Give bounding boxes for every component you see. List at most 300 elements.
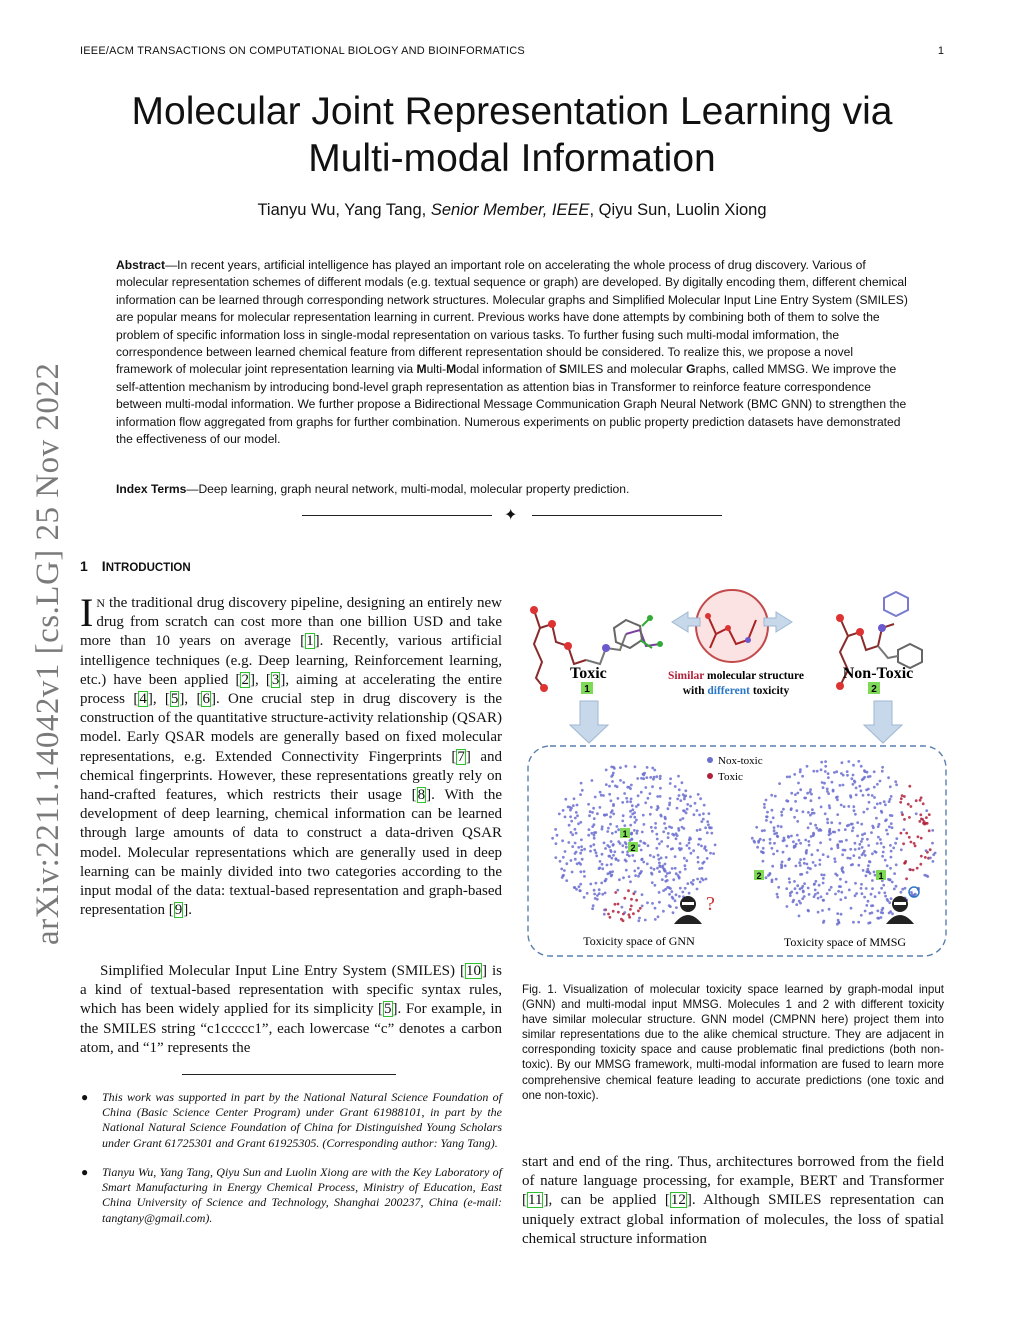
nontoxic-point (868, 801, 871, 804)
nontoxic-point (625, 765, 628, 768)
similar-structure-caption: Similar molecular structure (667, 670, 805, 682)
nontoxic-point (877, 836, 880, 839)
nontoxic-point (870, 831, 873, 834)
nontoxic-point (583, 870, 586, 873)
citation-link[interactable]: 6 (202, 691, 210, 708)
nontoxic-point (811, 812, 814, 815)
nontoxic-point (684, 887, 687, 890)
nontoxic-point (827, 776, 830, 779)
toxic-point (908, 785, 911, 788)
nontoxic-point (658, 870, 661, 873)
nontoxic-point (578, 885, 581, 888)
nontoxic-point (861, 778, 864, 781)
toxic-point (900, 797, 903, 800)
nontoxic-point (638, 917, 641, 920)
nontoxic-point (857, 760, 860, 763)
nontoxic-point (871, 887, 874, 890)
nontoxic-point (895, 783, 898, 786)
nontoxic-point (654, 884, 657, 887)
nontoxic-point (790, 792, 793, 795)
nontoxic-point (614, 831, 617, 834)
nontoxic-point (679, 842, 682, 845)
separator-line (532, 515, 722, 516)
nontoxic-point (589, 850, 592, 853)
nontoxic-point (659, 795, 662, 798)
toxic-point (907, 803, 910, 806)
nontoxic-point (616, 889, 619, 892)
nontoxic-point (881, 855, 884, 858)
nontoxic-point (863, 896, 866, 899)
nontoxic-point (611, 870, 614, 873)
nontoxic-point (865, 887, 868, 890)
nontoxic-point (886, 864, 889, 867)
nontoxic-point (915, 812, 918, 815)
nontoxic-point (637, 794, 640, 797)
nontoxic-point (629, 880, 632, 883)
nontoxic-point (878, 891, 881, 894)
gnn-space-label: Toxicity space of GNN (583, 934, 695, 948)
citation-link[interactable]: 12 (670, 1192, 686, 1209)
nontoxic-point (667, 836, 670, 839)
toxic-point (926, 822, 929, 825)
nontoxic-point (599, 791, 602, 794)
nontoxic-point (806, 792, 809, 795)
nontoxic-point (865, 874, 868, 877)
nontoxic-point (579, 870, 582, 873)
nontoxic-point (796, 792, 799, 795)
nontoxic-point (861, 846, 864, 849)
nontoxic-point (871, 911, 874, 914)
nontoxic-point (817, 897, 820, 900)
nontoxic-point (626, 853, 629, 856)
nontoxic-point (880, 887, 883, 890)
nontoxic-point (843, 805, 846, 808)
nontoxic-point (675, 906, 678, 909)
nontoxic-point (866, 868, 869, 871)
nontoxic-point (801, 885, 804, 888)
footnote-bullet-icon: ● (81, 1090, 89, 1104)
nontoxic-point (798, 861, 801, 864)
nontoxic-point (771, 847, 774, 850)
nontoxic-point (880, 916, 883, 919)
nontoxic-point (669, 782, 672, 785)
nontoxic-point (643, 772, 646, 775)
nontoxic-point (873, 770, 876, 773)
body-text: . Although SMILES representation can uniquely extract global information of molecules, the loss of spatial chemical structure information (522, 1192, 944, 1247)
mmsg-badge-1: 1 (878, 871, 884, 881)
toxic-point (915, 799, 918, 802)
nontoxic-point (762, 860, 765, 863)
nontoxic-point (659, 775, 662, 778)
nontoxic-point (663, 822, 666, 825)
question-mark-icon: ? (706, 893, 715, 915)
nontoxic-point (587, 834, 590, 837)
nontoxic-point (657, 915, 660, 918)
citation-link[interactable]: 9 (174, 902, 183, 919)
nontoxic-point (817, 911, 820, 914)
nontoxic-point (673, 834, 676, 837)
nontoxic-point (590, 832, 593, 835)
nontoxic-point (841, 866, 844, 869)
nontoxic-point (613, 850, 616, 853)
nontoxic-point (675, 837, 678, 840)
toxic-point (623, 897, 626, 900)
nontoxic-point (631, 854, 634, 857)
nontoxic-point (810, 799, 813, 802)
molecule-badge-1: 1 (584, 684, 590, 695)
nontoxic-point (769, 838, 772, 841)
nontoxic-point (795, 809, 798, 812)
nontoxic-point (592, 843, 595, 846)
nontoxic-point (863, 776, 866, 779)
toxic-point (925, 816, 928, 819)
nontoxic-point (846, 824, 849, 827)
nontoxic-point (763, 803, 766, 806)
nontoxic-point (793, 816, 796, 819)
nontoxic-point (598, 867, 601, 870)
nontoxic-point (776, 896, 779, 899)
nontoxic-point (574, 817, 577, 820)
nontoxic-point (762, 847, 765, 850)
nontoxic-point (932, 860, 935, 863)
nontoxic-point (629, 824, 632, 827)
nontoxic-point (710, 832, 713, 835)
nontoxic-point (592, 904, 595, 907)
nontoxic-point (568, 806, 571, 809)
nontoxic-point (592, 807, 595, 810)
citation-link[interactable]: 7 (457, 748, 465, 765)
nontoxic-point (876, 842, 879, 845)
nontoxic-point (799, 842, 802, 845)
abstract-label: Abstract (116, 258, 166, 272)
nontoxic-point (684, 868, 687, 871)
nontoxic-point (865, 904, 868, 907)
nontoxic-point (646, 863, 649, 866)
nontoxic-point (821, 781, 824, 784)
page-number: 1 (937, 45, 944, 57)
nontoxic-point (629, 815, 632, 818)
toxic-point (902, 842, 905, 845)
citation-link[interactable]: 11 (528, 1192, 543, 1209)
nontoxic-point (608, 785, 611, 788)
separator-star-icon: ✦ (504, 507, 518, 524)
nontoxic-point (860, 840, 863, 843)
citation-link[interactable]: 2 (241, 671, 249, 688)
molecule-badge-2: 2 (871, 684, 877, 695)
nontoxic-point (575, 888, 578, 891)
nontoxic-point (828, 804, 831, 807)
nontoxic-point (654, 826, 657, 829)
nontoxic-point (864, 854, 867, 857)
nontoxic-point (867, 844, 870, 847)
nontoxic-point (852, 921, 855, 924)
nontoxic-point (642, 814, 645, 817)
nontoxic-point (805, 849, 808, 852)
citation-link[interactable]: 4 (139, 691, 147, 708)
nontoxic-point (670, 826, 673, 829)
nontoxic-point (593, 889, 596, 892)
nontoxic-point (806, 863, 809, 866)
nontoxic-point (813, 883, 816, 886)
nontoxic-point (625, 797, 628, 800)
nontoxic-point (867, 864, 870, 867)
nontoxic-point (775, 832, 778, 835)
nontoxic-point (852, 764, 855, 767)
nontoxic-point (612, 854, 615, 857)
nontoxic-point (876, 783, 879, 786)
figure-caption: Fig. 1. Visualization of molecular toxicity space learned by graph-modal input (GNN) and multi-modal input MMSG. Molecules 1 and 2 with different toxicity have similar molecular structure. GNN model (CMPNN here) project them into similar representations due to the alike chemical structure. They are adjacent in corresponding toxicity space and cause problematic final predictions (both non-toxic). By our MMSG framework, multi-modal information are fused to learn more comprehensive chemical feature leading to accurate predictions (one toxic and one non-toxic). (522, 983, 944, 1102)
toxic-point (903, 795, 906, 798)
citation-link[interactable]: 3 (271, 671, 280, 688)
nontoxic-point (849, 794, 852, 797)
nontoxic-point (579, 793, 582, 796)
nontoxic-point (589, 845, 592, 848)
legend-toxic-label: Toxic (718, 771, 743, 783)
nontoxic-point (816, 892, 819, 895)
nontoxic-point (798, 915, 801, 918)
nontoxic-point (655, 847, 658, 850)
nontoxic-point (880, 811, 883, 814)
nontoxic-point (681, 781, 684, 784)
nontoxic-point (581, 858, 584, 861)
nontoxic-point (686, 882, 689, 885)
footnote-funding: This work was supported in part by the National Natural Science Foundation of China (Basic Science Center Program) under Grant 61988101, in part by the National Natural Science Foundation of China for Distinguished Young Scholars under Grant 61725301 and Grant 61925305. (Corresponding author: Yang Tang). (102, 1090, 502, 1150)
nontoxic-point (576, 814, 579, 817)
nontoxic-point (888, 901, 891, 904)
nontoxic-point (873, 796, 876, 799)
nontoxic-point (666, 886, 669, 889)
citation-separator: , (254, 671, 266, 688)
nontoxic-point (605, 783, 608, 786)
toxic-point (632, 912, 635, 915)
nontoxic-point (677, 775, 680, 778)
nontoxic-point (569, 809, 572, 812)
nontoxic-point (659, 777, 662, 780)
nontoxic-point (855, 892, 858, 895)
nontoxic-point (856, 835, 859, 838)
nontoxic-point (788, 881, 791, 884)
nontoxic-point (696, 888, 699, 891)
citation-link[interactable]: 5 (170, 691, 179, 708)
nontoxic-point (871, 879, 874, 882)
nontoxic-point (802, 891, 805, 894)
footnote-bullet-icon: ● (81, 1165, 89, 1179)
nontoxic-point (833, 857, 836, 860)
nontoxic-point (608, 855, 611, 858)
citation-link[interactable]: 8 (417, 787, 426, 804)
nontoxic-point (671, 896, 674, 899)
nontoxic-point (703, 804, 706, 807)
nontoxic-point (880, 911, 883, 914)
nontoxic-point (619, 766, 622, 769)
nontoxic-point (579, 863, 582, 866)
nontoxic-point (832, 831, 835, 834)
nontoxic-point (669, 777, 672, 780)
legend-nontoxic-label: Nox-toxic (718, 755, 763, 767)
nontoxic-point (660, 815, 663, 818)
nontoxic-point (828, 889, 831, 892)
nontoxic-point (614, 785, 617, 788)
nontoxic-point (688, 842, 691, 845)
abstract-text: ulti- (426, 362, 447, 377)
nontoxic-point (661, 878, 664, 881)
nontoxic-point (643, 823, 646, 826)
toxic-point (628, 916, 631, 919)
nontoxic-point (569, 815, 572, 818)
nontoxic-point (880, 842, 883, 845)
separator-line (302, 515, 492, 516)
nontoxic-point (565, 862, 568, 865)
nontoxic-point (579, 889, 582, 892)
nontoxic-point (852, 774, 855, 777)
nontoxic-point (804, 797, 807, 800)
nontoxic-point (790, 891, 793, 894)
toxic-point (919, 813, 922, 816)
citation-separator: , (152, 691, 165, 708)
nontoxic-point (797, 782, 800, 785)
nontoxic-point (765, 799, 768, 802)
nontoxic-point (781, 861, 784, 864)
nontoxic-point (674, 855, 677, 858)
nontoxic-point (641, 905, 644, 908)
citation-link[interactable]: 10 (465, 963, 481, 979)
nontoxic-point (638, 872, 641, 875)
nontoxic-point (852, 854, 855, 857)
nontoxic-point (637, 875, 640, 878)
nontoxic-point (656, 838, 659, 841)
nontoxic-point (900, 891, 903, 894)
nontoxic-point (841, 853, 844, 856)
nontoxic-point (683, 827, 686, 830)
citation-link[interactable]: 1 (306, 633, 314, 650)
nontoxic-point (595, 882, 598, 885)
nontoxic-point (656, 867, 659, 870)
nontoxic-point (803, 895, 806, 898)
nontoxic-point (700, 845, 703, 848)
nontoxic-point (583, 875, 586, 878)
nontoxic-point (580, 782, 583, 785)
nontoxic-point (642, 842, 645, 845)
nontoxic-point (790, 808, 793, 811)
nontoxic-point (856, 821, 859, 824)
intro-paragraph-2: Simplified Molecular Input Line Entry System (SMILES) [10] is a kind of textual-based representation with specific syntax rules, which has been widely applied for its simplicity [5]. For example, in the SMILES string “c1ccccc1”, each lowercase “c” denotes a carbon atom, and “1” represents the (80, 963, 502, 1056)
down-arrow-icon (864, 701, 902, 743)
intro-paragraph-1: I N the traditional drug discovery pipeline, designing an entirely new drug from scratch can cost more than one billion USD and take more than 10 years on average [1]. Recently, various artificial intelligence techniques (e.g. Deep learning, Reinforcement learning, etc.) have been applied [2], [3], aiming at accelerating the entire process [4], [5], [6]. One crucial step in drug discovery is the construction of the quantitative structure-activity relationship (QSAR) model. Early QSAR models are generally based on fixed molecular representations, e.g. Extended Connectivity Fingerprints [7] and chemical fingerprints. However, these representations greatly rely on hand-crafted features, which restricts their usage [8]. With the development of deep learning, chemical information can be learned through large amounts of data to construct a data-driven QSAR model. Molecular representations which are generally used in deep learning can be mainly divided into two categories according to the input modal of the data: textual-based representation and graph-based representation [9]. (80, 590, 503, 919)
nontoxic-point (820, 761, 823, 764)
nontoxic-point (564, 798, 567, 801)
nontoxic-point (628, 786, 631, 789)
nontoxic-point (788, 775, 791, 778)
nontoxic-point (813, 895, 816, 898)
citation-link[interactable]: 5 (384, 1001, 392, 1018)
nontoxic-point (894, 780, 897, 783)
nontoxic-point (803, 858, 806, 861)
footnote-affiliation: Tianyu Wu, Yang Tang, Qiyu Sun and Luolin Xiong are with the Key Laboratory of Smart Manufacturing in Energy Chemical Process, Ministry of Education, East China University of Science and Technology, Shanghai 200237, China (e-mail: tangtany@gmail.com). (102, 1165, 502, 1225)
nontoxic-point (610, 811, 613, 814)
nontoxic-point (866, 771, 869, 774)
nontoxic-point (850, 823, 853, 826)
nontoxic-point (776, 893, 779, 896)
nontoxic-point (842, 784, 845, 787)
nontoxic-point (860, 789, 863, 792)
toxic-point (908, 816, 911, 819)
nontoxic-point (603, 909, 606, 912)
nontoxic-point (806, 765, 809, 768)
nontoxic-point (659, 865, 662, 868)
nontoxic-point (881, 770, 884, 773)
toxic-point (917, 835, 920, 838)
nontoxic-point (868, 860, 871, 863)
nontoxic-point (751, 837, 754, 840)
nontoxic-point (860, 914, 863, 917)
nontoxic-point (649, 854, 652, 857)
nontoxic-point (812, 770, 815, 773)
body-text: the traditional drug discovery pipeline, designing an entirely new drug from scratch can cost more than one billion USD and take more than 10 years on average (80, 595, 502, 650)
nontoxic-point (608, 793, 611, 796)
nontoxic-point (598, 892, 601, 895)
nontoxic-point (610, 850, 613, 853)
nontoxic-point (652, 856, 655, 859)
toxic-point (923, 823, 926, 826)
nontoxic-point (689, 805, 692, 808)
nontoxic-point (891, 912, 894, 915)
nontoxic-point (606, 830, 609, 833)
nontoxic-point (852, 826, 855, 829)
nontoxic-point (653, 868, 656, 871)
nontoxic-point (606, 844, 609, 847)
nontoxic-point (792, 840, 795, 843)
nontoxic-point (664, 827, 667, 830)
nontoxic-point (612, 844, 615, 847)
nontoxic-point (621, 801, 624, 804)
nontoxic-point (796, 892, 799, 895)
nontoxic-point (929, 857, 932, 860)
author-role: Senior Member, IEEE (430, 201, 590, 219)
nontoxic-point (895, 885, 898, 888)
nontoxic-point (576, 804, 579, 807)
nontoxic-point (603, 842, 606, 845)
nontoxic-point (853, 809, 856, 812)
nontoxic-point (556, 834, 559, 837)
nontoxic-point (824, 760, 827, 763)
nontoxic-point (867, 870, 870, 873)
body-text: . (188, 902, 192, 919)
nontoxic-point (837, 890, 840, 893)
nontoxic-point (812, 861, 815, 864)
nontoxic-point (623, 792, 626, 795)
nontoxic-point (640, 858, 643, 861)
nontoxic-point (691, 883, 694, 886)
nontoxic-point (783, 839, 786, 842)
nontoxic-point (822, 786, 825, 789)
nontoxic-point (849, 857, 852, 860)
nontoxic-point (684, 789, 687, 792)
nontoxic-point (854, 842, 857, 845)
body-text: . One crucial step in drug discovery is the construction of the quantitative structure-activity relationship (QSAR) model. Early QSAR models are generally based on fixed molecular representations, e.g. Extended Connectivity Fingerprints (80, 691, 503, 765)
nontoxic-point (787, 800, 790, 803)
nontoxic-point (824, 812, 827, 815)
nontoxic-point (658, 858, 661, 861)
toxic-point (900, 832, 903, 835)
nontoxic-point (773, 829, 776, 832)
nontoxic-point (644, 786, 647, 789)
toxic-point (609, 916, 612, 919)
nontoxic-point (932, 853, 935, 856)
nontoxic-point (802, 810, 805, 813)
nontoxic-point (657, 807, 660, 810)
toxic-point (913, 842, 916, 845)
nontoxic-point (660, 840, 663, 843)
